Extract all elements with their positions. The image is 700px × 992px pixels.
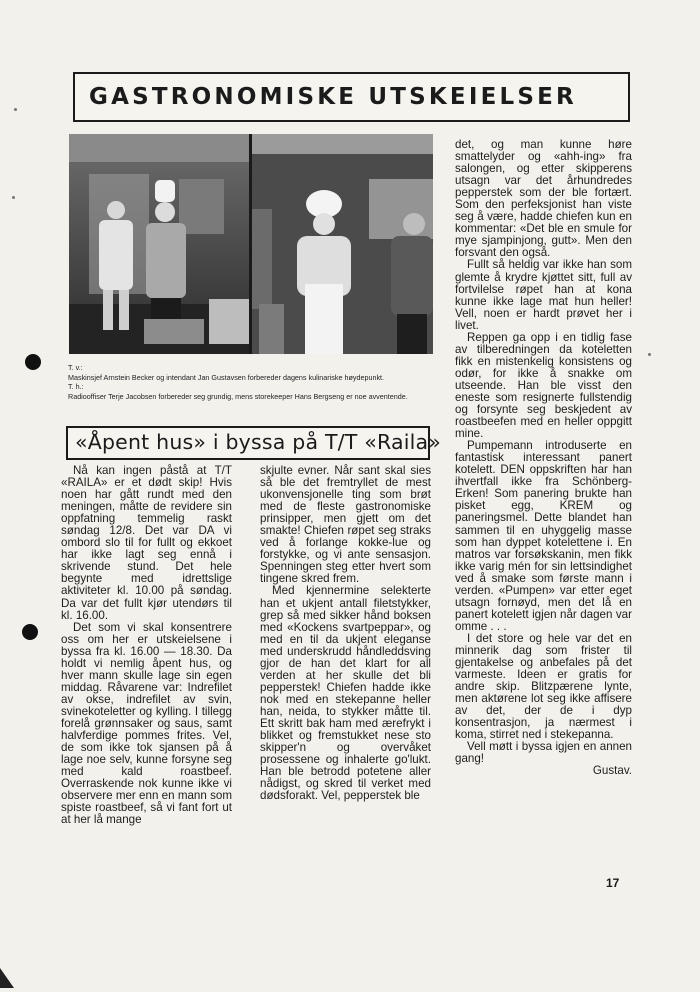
paragraph: Med kjennermine selekterte han et ukjent antall filetstykker, grep så med sikker hånd boksen med «Kockens svartpeppar», og med en til da ukjent eleganse med underskrudd håndleddsving gjor de han det klart for all verden at her skulle det bli pepperstek! Chiefen hadde ikke nok med en stekepanne heller han, neida, to stykker måtte til. Ett skritt bak ham med ærefrykt i blikket og fremstukket nese sto skipper'n og overvåket prosessene og inhalerte go'lukt. Han ble betrodd potetene aller nådigst, og skred til verket med dødsforakt. Vel, pepperstek ble bbox=[260, 584, 431, 803]
kitchen-photo bbox=[69, 134, 433, 354]
caption-left-label: T. v.: bbox=[68, 363, 83, 372]
kitchen-photo-illustration bbox=[69, 134, 433, 354]
paper-speck bbox=[648, 353, 651, 356]
caption-left-text: Maskinsjef Arnstein Becker og intendant Jan Gustavsen forbereder dagens kulinariske høydepunkt. bbox=[68, 372, 385, 382]
paragraph: det, og man kunne høre smattelyder og «ahh-ing» fra salongen, og etter skipperens utsagn var det århundredes pepperstek som der ble fortært. Som den perfeksjonist han viste seg å være, hadde chiefen kun en kommentar: «Det ble en smule for mye sjampinjong, gutt». Men den forsvant den også. bbox=[455, 138, 632, 260]
photo-caption bbox=[68, 363, 434, 401]
paragraph: Vell møtt i byssa igjen en annen gang! bbox=[455, 740, 632, 766]
paragraph: Reppen ga opp i en tidlig fase av tilberedningen da koteletten fikk en mistenkelig konsistens og odør, for ikke å snakke om utseende. Han ble visst den eneste som resignerte fullstendig og forsynte seg beskjedent av roastbeefen med en heller oppgitt mine. bbox=[455, 330, 632, 441]
paragraph: Nå kan ingen påstå at T/T «RAILA» er et dødt skip! Hvis noen har gått rundt med den meningen, måtte de revidere sin oppfatning temmelig raskt søndag 12/8. Det var DA vi ombord slo til for fullt og ekkoet har ikke lagt seg ennå i skrivende stund. Det hele begynte med idrettslige aktiviteter kl. 10.00 på søndag. Da var det fullt kjør utendørs til kl. 16.00. bbox=[61, 464, 232, 622]
caption-right-text: Radiooffiser Terje Jacobsen forbereder seg grundig, mens storekeeper Hans Bergseng er noe avventende. bbox=[68, 391, 408, 401]
paragraph: Pumpemann introduserte en fantastisk interessant panert kotelett. DEN oppskriften har han ihvertfall ikke fra Schönberg-Erken! Som panering brukte han pisket egg, KREM og paneringsmel. Dette blandet han sammen til en uhyggelig masse som han dyppet kotelettene i. En matros var forsøkskanin, men fikk ikke varig mén for sin lettsindighet ved å smake som første mann i verden. «Pumpen» var etter eget utsagn fornøyd, men det lå en panert kotelett igjen når dagen var omme . . . bbox=[455, 439, 632, 633]
paper-speck bbox=[14, 108, 17, 111]
binder-hole-top bbox=[25, 354, 41, 370]
page-number: 17 bbox=[606, 876, 620, 890]
binder-hole-bottom bbox=[22, 624, 38, 640]
text-column-3 bbox=[455, 139, 632, 777]
article-title-box bbox=[73, 72, 630, 122]
subheadline-box bbox=[66, 426, 442, 460]
article-title: GASTRONOMISKE UTSKEIELSER bbox=[89, 84, 577, 110]
caption-right-label: T. h.: bbox=[68, 382, 84, 392]
page-corner-shadow bbox=[0, 968, 14, 988]
paragraph: Det som vi skal konsentrere oss om her er utskeielsene i byssa fra kl. 16.00 — 18.30. Da holdt vi nemlig åpent hus, og hver mann skulle lage sin egen middag. Råvarene var: Indrefilet av okse, indrefilet av svin, svinekoteletter og kylling. I tillegg forelå grønnsaker og saus, samt halvferdige pommes frites. Vel, de som ikke tok sjansen på å lage noe selv, kunne forsyne seg med kald roastbeef. Overraskende nok kunne ikke vi observere mer enn en mann som spiste roastbeef, så vi fant fort ut at her lå mange bbox=[61, 620, 232, 827]
text-column-2 bbox=[260, 465, 431, 802]
paragraph: I det store og hele var det en minnerik dag som frister til gjentakelse og anbefales på det varmeste. Ideen er gratis for andre skip. Blitzpærene lynte, men aktørene lot seg ikke affisere av det, der de i dyp konsentrasjon, ja nærmest i koma, stirret ned i stekepanna. bbox=[455, 631, 632, 742]
text-column-1 bbox=[61, 465, 232, 826]
paragraph: skjulte evner. Når sant skal sies så ble det fremtryllet de mest ukonvensjonelle ting som brøt med de fleste gastronomiske prinsipper, men gjett om det smakte! Chiefen røpet seg straks ved å forlange kokke-lue og forstykke, og vi ante sensasjon. Spenningen steg etter hvert som tingene skred frem. bbox=[260, 464, 431, 586]
subheadline: «Åpent hus» i byssa på T/T «Raila» bbox=[75, 430, 442, 454]
author-signature: Gustav. bbox=[592, 764, 632, 778]
paragraph: Fullt så heldig var ikke han som glemte å krydre kjøttet sitt, full av fortvilelse røpet han at kona kunne ikke lage mat hun heller! Vell, noen er hardt prøvet her i livet. bbox=[455, 258, 632, 332]
paper-speck bbox=[12, 196, 15, 199]
